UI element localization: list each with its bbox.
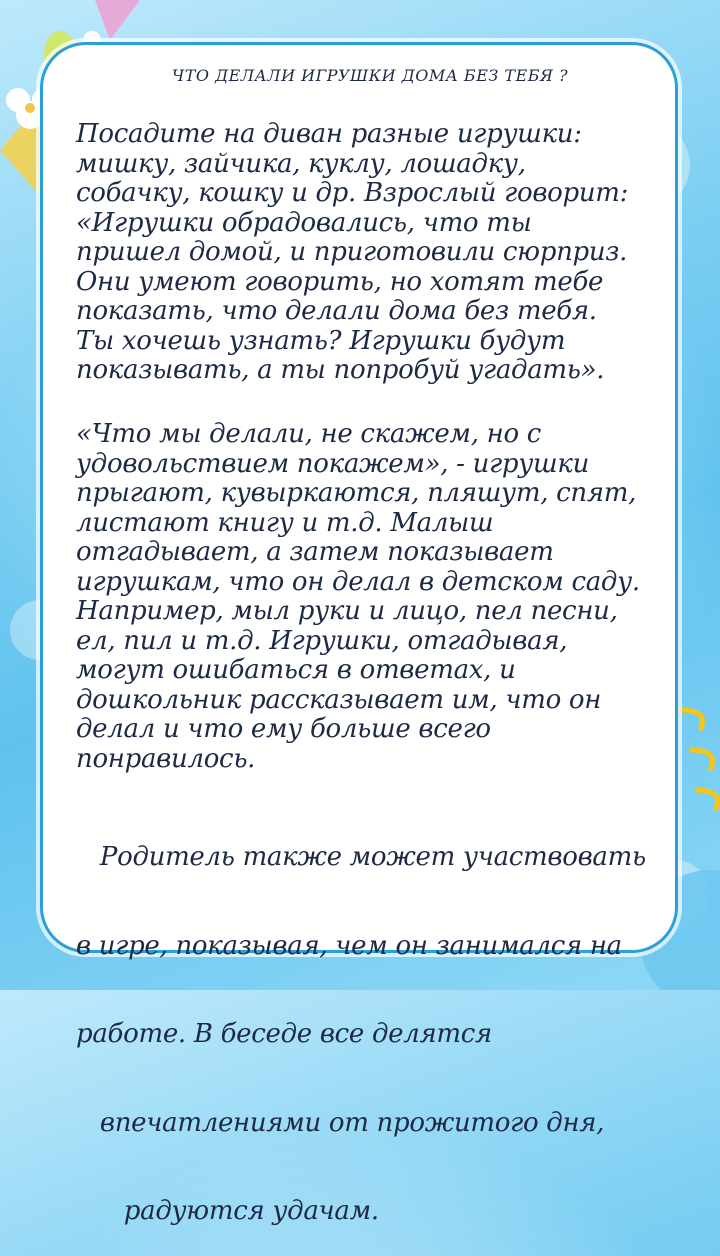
text-line: Они умеют говорить, но хотят тебе xyxy=(76,266,604,297)
paragraph-instructions xyxy=(76,120,666,386)
text-line: Например, мыл руки и лицо, пел песни, xyxy=(76,596,618,626)
text-line: листают книгу и т.д. Малыш xyxy=(76,507,494,538)
text-line: собачку, кошку и др. Взрослый говорит: xyxy=(76,178,629,208)
text-line: прыгают, кувыркаются, пляшут, спят, xyxy=(76,478,637,508)
text-line: Ты хочешь узнать? Игрушки будут xyxy=(76,325,566,356)
text-line: понравилось. xyxy=(76,743,256,774)
text-line: впечатлениями от прожитого дня, xyxy=(76,1107,605,1138)
text-line: игрушкам, что он делал в детском саду. xyxy=(76,566,640,597)
text-line: Посадите на диван разные игрушки: xyxy=(76,119,582,149)
text-line: в игре, показывая, чем он занимался на xyxy=(76,930,622,961)
text-line: «Игрушки обрадовались, что ты xyxy=(76,207,532,238)
text-line: работе. В беседе все делятся xyxy=(76,1019,492,1049)
text-line: «Что мы делали, не скажем, но с xyxy=(76,419,542,449)
text-line: ел, пил и т.д. Игрушки, отгадывая, xyxy=(76,625,568,656)
text-line: Родитель также может участвовать xyxy=(76,842,646,872)
text-line: показывать, а ты попробуй угадать». xyxy=(76,355,605,385)
paragraph-parent xyxy=(76,784,666,1256)
text-line: удовольствием покажем», - игрушки xyxy=(76,448,590,479)
text-line: пришел домой, и приготовили сюрприз. xyxy=(76,237,628,267)
text-line: отгадывает, а затем показывает xyxy=(76,537,554,567)
paragraph-game xyxy=(76,420,666,774)
text-line: мишку, зайчика, куклу, лошадку, xyxy=(76,148,526,179)
text-line: делал и что ему больше всего xyxy=(76,714,491,744)
page-title: ЧТО ДЕЛАЛИ ИГРУШКИ ДОМА БЕЗ ТЕБЯ ? xyxy=(171,66,569,85)
text-line: могут ошибаться в ответах, и xyxy=(76,655,516,685)
text-line: показать, что делали дома без тебя. xyxy=(76,296,597,326)
text-line: радуются удачам. xyxy=(76,1196,379,1226)
text-line: дошкольник рассказывает им, что он xyxy=(76,684,602,715)
